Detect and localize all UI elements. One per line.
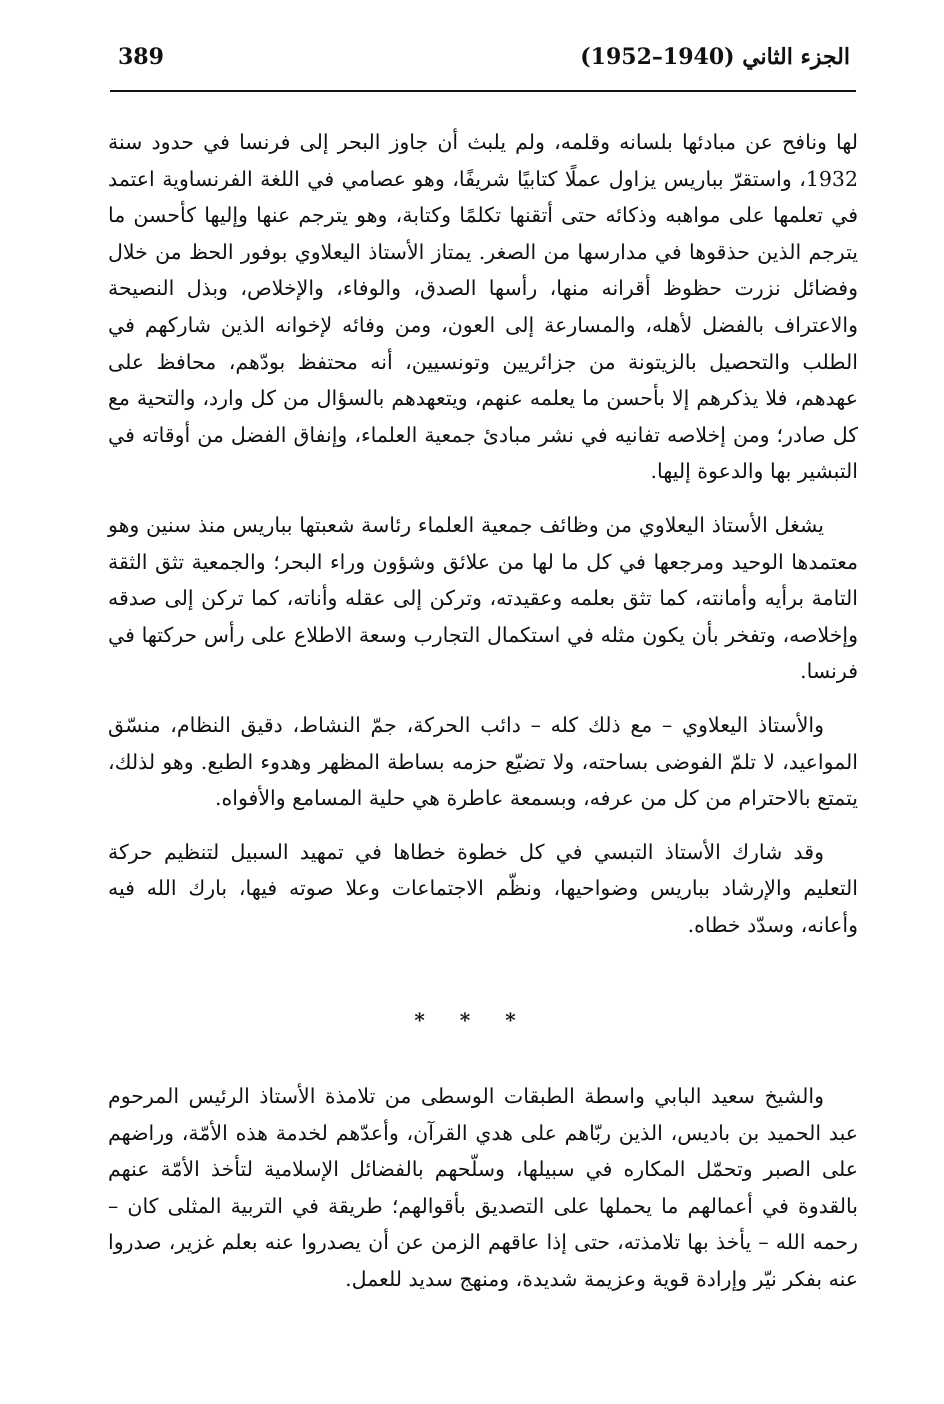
paragraph-said-albabi: والشيخ سعيد البابي واسطة الطبقات الوسطى من تلامذة الأستاذ الرئيس المرحوم عبد الحميد بن باديس، الذين ربّاهم على هدي القرآن، وأعدّهم لخدمة هذه الأمّة، وراضهم على الصبر وتحمّل المكاره في سبيلها، وسلّحهم بالفضائل الإسلامية لتأخذ الأمّة عنهم بالقدوة في أعمالهم ما يحملها على التصديق بأقوالهم؛ طريقة في التربية المثلى كان – رحمه الله – يأخذ بها تلامذته، حتى إذا عاقهم الزمن عن أن يصدروا عنه بعلم غزير، صدروا عنه بفكر نيّر وإرادة قوية وعزيمة شديدة، ومنهج سديد للعمل. — [108, 1084, 858, 1291]
page-number: 389 — [118, 44, 164, 70]
running-header — [110, 40, 856, 92]
section-separator: * * * — [414, 1008, 530, 1032]
paragraph-continuation: لها ونافح عن مبادئها بلسانه وقلمه، ولم يلبث أن جاوز البحر إلى فرنسا في حدود سنة 1932، واستقرّ بباريس يزاول عملًا كتابيًا شريفًا، وهو عصامي في اللغة الفرنساوية اعتمد في تعلمها على مواهبه وذكائه حتى أتقنها تكلمًا وكتابة، وهو يترجم عنها وإليها كأحسن ما يترجم الذين حذقوها في مدارسها من الصغر. يمتاز الأستاذ اليعلاوي بوفور الحظ من خلال وفضائل نزرت حظوظ أقرانه منها، رأسها الصدق، والوفاء، والإخلاص، وبذل النصيحة والاعتراف بالفضل لأهله، والمسارعة إلى العون، ومن وفائه لإخوانه الذين شاركهم في الطلب والتحصيل بالزيتونة من جزائريين وتونسيين، أنه محتفظ بودّهم، محافظ على عهدهم، فلا يذكرهم إلا بأحسن ما يعلمه عنهم، ويتعهدهم بالسؤال من كل وارد، والتحية مع كل صادر؛ ومن إخلاصه تفانيه في نشر مبادئ جمعية العلماء، وإنفاق الفضل من أوقاته في التبشير بها والدعوة إليها. — [108, 130, 858, 484]
paragraph-character: والأستاذ اليعلاوي – مع ذلك كله – دائب الحركة، جمّ النشاط، دقيق النظام، منسّق المواعيد، لا تلمّ الفوضى بساحته، ولا تضيّع حزمه بساطة المظهر وهدوء الطبع. وهو لذلك، يتمتع بالاحترام من كل من عرفه، وبسمعة عاطرة هي حلية المسامع والأفواه. — [108, 712, 858, 811]
paragraph-tebessi: وقد شارك الأستاذ التبسي في كل خطوة خطاها في تمهيد السبيل لتنظيم حركة التعليم والإرشاد بباريس وضواحيها، ونظّم الاجتماعات وعلا صوته فيها، بارك الله فيه وأعانه، وسدّد خطاه. — [108, 839, 858, 937]
header-title: الجزء الثاني (1940–1952) — [580, 44, 850, 70]
paragraph-role-in-paris: يشغل الأستاذ اليعلاوي من وظائف جمعية العلماء رئاسة شعبتها بباريس منذ سنين وهو معتمدها الوحيد ومرجعها في كل ما لها من علائق وشؤون وراء البحر؛ والجمعية تثق الثقة التامة برأيه وأمانته، كما تثق بعلمه وعقيدته، وتركن إلى عقله وأناته، كما تركن إلى صدقه وإخلاصه، وتفخر بأن يكون مثله في استكمال التجارب وسعة الاطلاع على رأس حركتها في فرنسا. — [108, 512, 858, 684]
body-text-after-separator — [108, 1078, 858, 1315]
body-text — [108, 124, 858, 960]
